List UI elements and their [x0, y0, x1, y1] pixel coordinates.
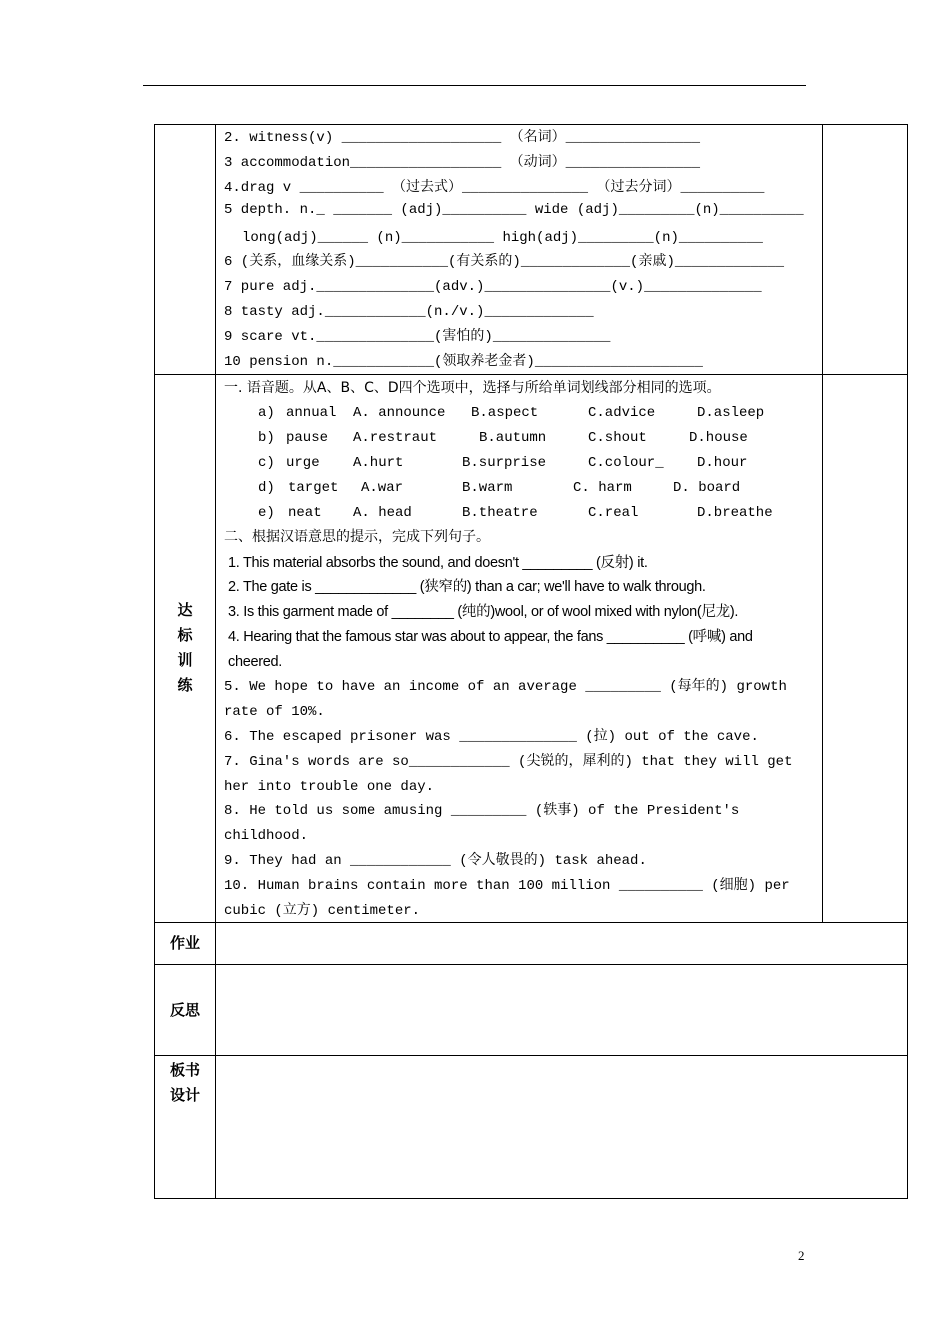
sentence-line: 3. Is this garment made of ________ (纯的)wool, or of wool mixed with nylon(尼龙). — [228, 604, 739, 620]
vocab-line: 6 (关系，血缘关系)___________(有关系的)_____________(亲戚)_____________ — [224, 254, 785, 270]
section1-title: 一. 语音题。从A、B、C、D四个选项中，选择与所给单词划线部分相同的选项。 — [224, 380, 721, 396]
sentence-line: 6. The escaped prisoner was ______________ (拉) out of the cave. — [224, 729, 759, 745]
vocab-line: long(adj)______ (n)___________ high(adj)_________(n)__________ — [242, 230, 763, 246]
sentence-line: 10. Human brains contain more than 100 million __________ (细胞) per — [224, 878, 790, 894]
vocab-line: 3 accommodation__________________ （动词）________________ — [224, 155, 701, 171]
vocab-line: 8 tasty adj.____________(n./v.)_____________ — [224, 304, 594, 320]
page-number: 2 — [798, 1248, 805, 1263]
homework-label: 作业 — [169, 934, 200, 952]
sentence-line: childhood. — [224, 828, 309, 844]
sentence-line: her into trouble one day. — [224, 779, 435, 795]
header-rule — [143, 85, 806, 86]
board-label-1: 板书 — [169, 1061, 200, 1079]
vocab-line: 10 pension n.____________(领取养老金者)____________________ — [224, 354, 703, 370]
sentence-line: 8. He told us some amusing _________ (轶事) of the President's — [224, 803, 740, 819]
sentence-line: cubic (立方) centimeter. — [224, 903, 421, 919]
reflection-label: 反思 — [169, 1001, 200, 1019]
sentence-line: rate of 10%. — [224, 704, 325, 720]
vocab-line: 7 pure adj.______________(adv.)_______________(v.)______________ — [224, 279, 762, 295]
drill-label: 达 标 训 练 — [177, 601, 193, 694]
vocab-line: 4.drag v __________ （过去式）_______________ （过去分词）__________ — [224, 180, 765, 196]
sentence-line: 9. They had an ____________ (令人敬畏的) task ahead. — [224, 853, 647, 869]
sentence-line: 7. Gina's words are so____________ (尖锐的，犀利的) that they will get — [224, 754, 793, 770]
sentence-line: 1. This material absorbs the sound, and doesn't _________ (反射) it. — [228, 555, 648, 571]
sentence-line: 5. We hope to have an income of an average _________ (每年的) growth — [224, 679, 787, 695]
sentence-line: 2. The gate is _____________ (狭窄的) than a car; we'll have to walk through. — [228, 579, 706, 595]
vocab-line: 9 scare vt.______________(害怕的)______________ — [224, 329, 611, 345]
sentence-line: cheered. — [228, 654, 283, 670]
board-label-2: 设计 — [169, 1086, 200, 1104]
sentence-line: 4. Hearing that the famous star was about to appear, the fans __________ (呼喊) and — [228, 629, 753, 645]
section2-title: 二、根据汉语意思的提示，完成下列句子。 — [224, 529, 490, 545]
vocab-line: 2. witness(v) ___________________ （名词）________________ — [224, 130, 701, 146]
vocab-line: 5 depth. n._ _______ (adj)__________ wide (adj)_________(n)__________ — [224, 202, 804, 218]
